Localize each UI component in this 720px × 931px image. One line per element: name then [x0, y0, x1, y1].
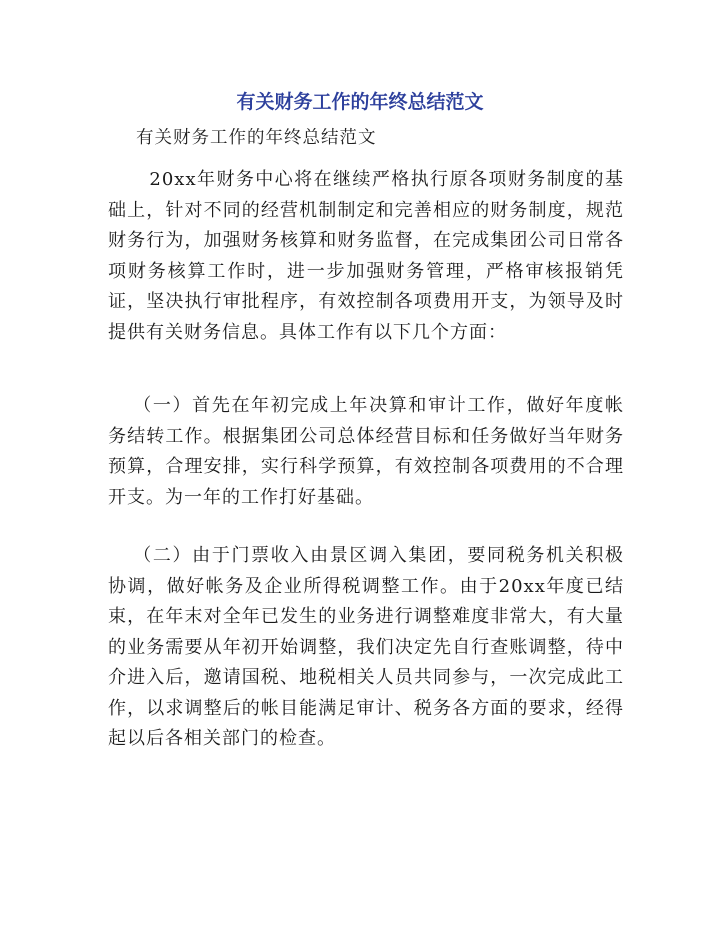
document-title: 有关财务工作的年终总结范文	[236, 91, 484, 113]
paragraph-intro: 20xx年财务中心将在继续严格执行原各项财务制度的基础上，针对不同的经营机制制定和完善相应的财务制度，规范财务行为，加强财务核算和财务监督，在完成集团公司日常各项财务核算工作时，进一步加强财务管理，严格审核报销凭证，坚决执行审批程序，有效控制各项费用开支，为领导及时提供有关财务信息。具体工作有以下几个方面：	[108, 169, 624, 343]
document-subtitle: 有关财务工作的年终总结范文	[136, 128, 377, 148]
paragraph-section-1: （一）首先在年初完成上年决算和审计工作，做好年度帐务结转工作。根据集团公司总体经营目标和任务做好当年财务预算，合理安排，实行科学预算，有效控制各项费用的不合理开支。为一年的工作打好基础。	[108, 395, 624, 508]
paragraph-section-2: （二）由于门票收入由景区调入集团，要同税务机关积极协调，做好帐务及企业所得税调整工作。由于20xx年度已结束，在年末对全年已发生的业务进行调整难度非常大，有大量的业务需要从年初开始调整，我们决定先自行查账调整，待中介进入后，邀请国税、地税相关人员共同参与，一次完成此工作，以求调整后的帐目能满足审计、税务各方面的要求，经得起以后各相关部门的检查。	[108, 545, 624, 749]
